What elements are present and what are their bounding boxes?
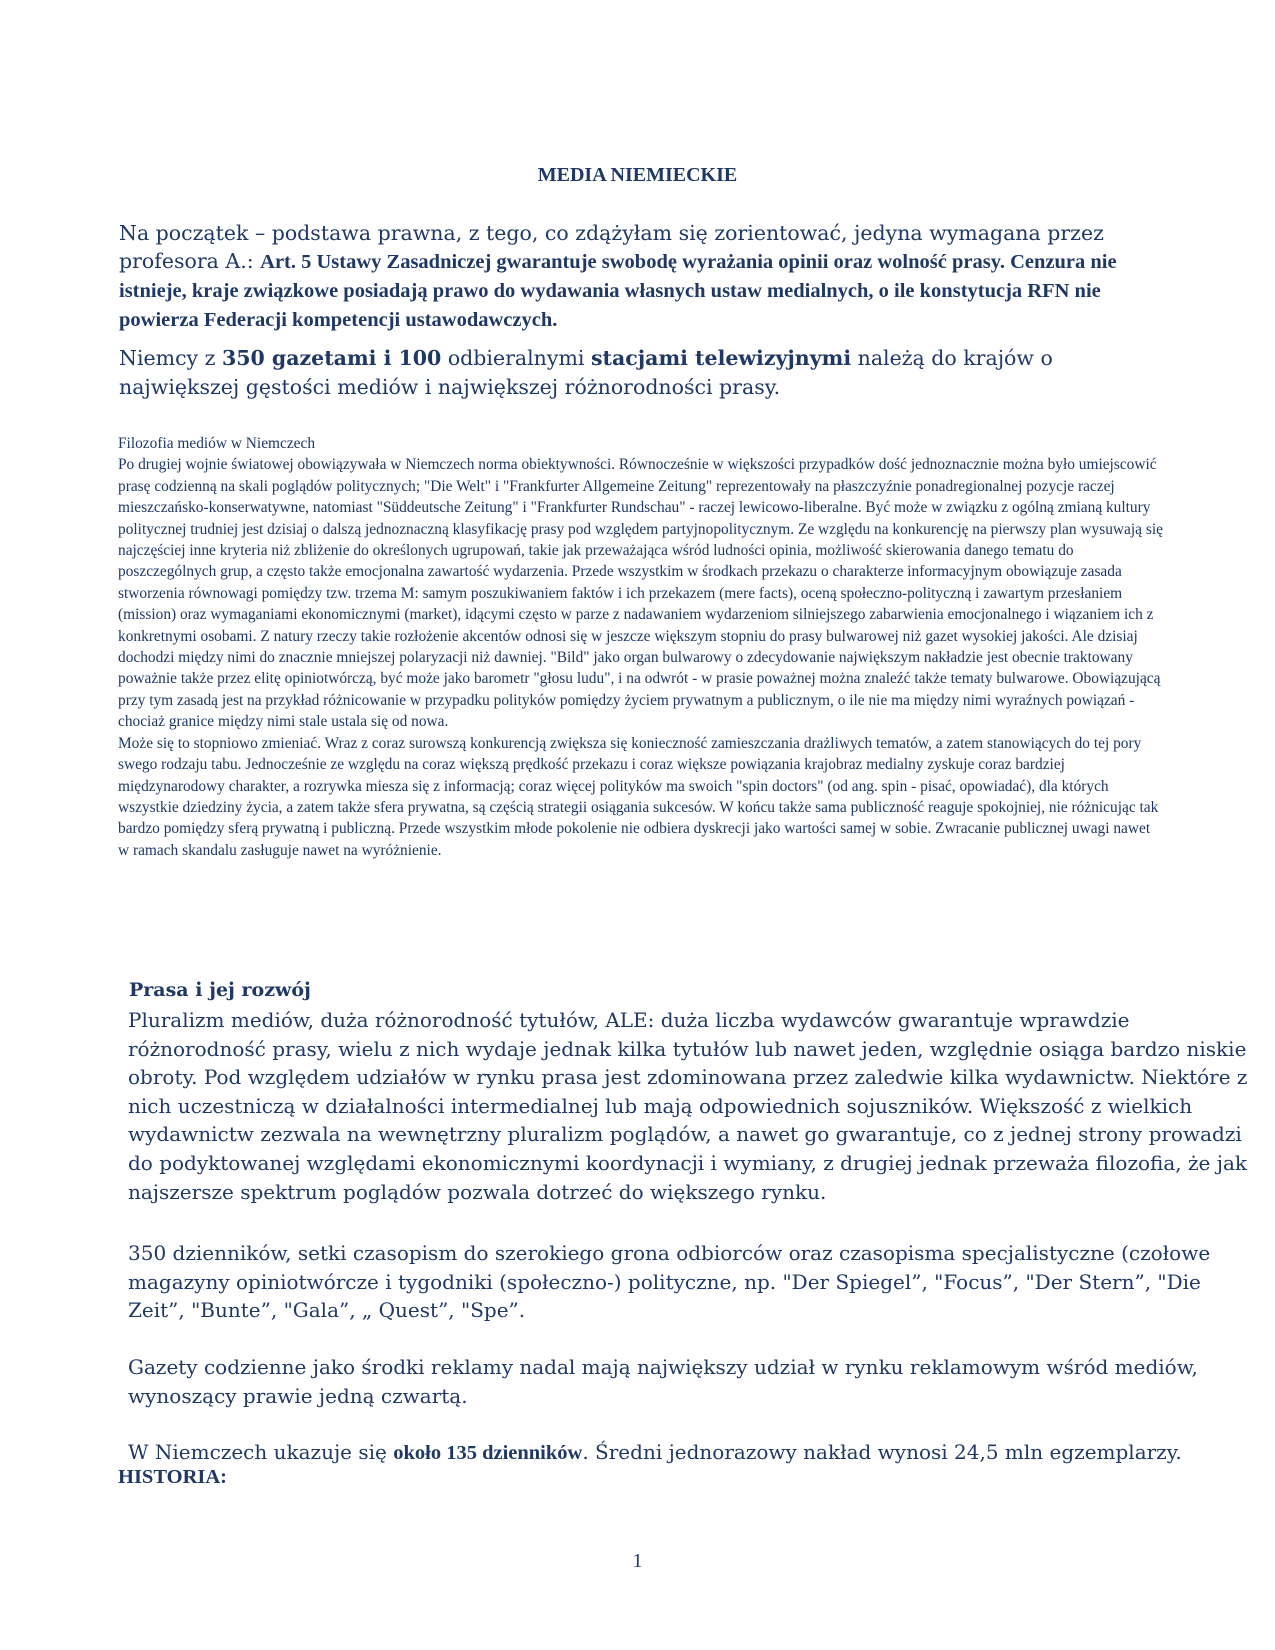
media-density-paragraph: [119, 344, 1109, 402]
philosophy-section: [118, 433, 1163, 861]
density-text-1: Niemcy z: [119, 346, 222, 370]
press-paragraph-2: 350 dzienników, setki czasopism do szerokiego grona odbiorców oraz czasopisma specjalistyczne (czołowe magazyny opiniotwórcze i tygodniki (społeczno-) polityczne, np. "Der Spiegel”, "Focus”, "Der Stern”, "Die Zeit”, "Bunte”, "Gala”, „ Quest”, "Spe”.: [128, 1241, 1211, 1323]
press-heading: Prasa i jej rozwój: [129, 979, 311, 1001]
legal-basis-bold: Art. 5 Ustawy Zasadniczej gwarantuje swobodę wyrażania opinii oraz wolność prasy. Cenzura nie istnieje, kraje związkowe posiadają prawo do wydawania własnych ustaw medialnych, o ile konstytucja RFN nie powierza Federacji kompetencji ustawodawczych.: [119, 251, 1117, 331]
press-paragraph-4: [128, 1438, 1248, 1467]
press-p4-text-1: W Niemczech ukazuje się: [128, 1440, 394, 1464]
legal-basis-lead: Na początek – podstawa prawna, z tego, co zdążyłam się zorientować, jedyna wymagana przez profesora A.:: [119, 221, 1104, 273]
philosophy-heading: Filozofia mediów w Niemczech: [118, 435, 316, 452]
philosophy-paragraph-2: Może się to stopniowo zmieniać. Wraz z coraz surowszą konkurencją zwiększa się konieczność zamieszczania drażliwych tematów, a zatem stanowiących do tej pory swego rodzaju tabu. Jednocześnie ze względu na coraz większą prędkość przekazu i coraz większe powiązania krajobraz medialny zyskuje coraz bardziej międzynarodowy charakter, a rozrywka miesza się z informacją; coraz więcej polityków ma swoich "spin doctors" (od ang. spin - pisać, opowiadać), dla których wszystkie dziedziny życia, a zatem także sfera prywatna, są częścią strategii osiągania sukcesów. W końcu także sama publiczność reaguje spokojniej, nie różnicując tak bardzo pomiędzy sferą prywatną i publiczną. Przede wszystkim młode pokolenie nie odbiera dyskrecji jako wartości samej w sobie. Zwracanie publicznej uwagi nawet w ramach skandalu zasługuje nawet na wyróżnienie.: [118, 734, 1159, 859]
document-title: MEDIA NIEMIECKIE: [537, 164, 738, 186]
density-text-2: odbieralnymi: [441, 346, 591, 370]
press-p4-text-2: . Średni jednorazowy nakład wynosi 24,5 mln egzemplarzy.: [582, 1440, 1182, 1464]
philosophy-paragraph-1: Po drugiej wojnie światowej obowiązywała w Niemczech norma obiektywności. Równocześnie w większości przypadków dość jednoznacznie można było umiejscowić prasę codzienną na skali poglądów politycznych; "Die Welt" i "Frankfurter Allgemeine Zeitung" reprezentowały na płaszczyźnie ponadregionalnej pozycje raczej mieszczańsko-konserwatywne, natomiast "Süddeutsche Zeitung" i "Frankfurter Rundschau" - raczej lewicowo-liberalne. Być może w związku z ogólną zmianą kultury politycznej trudniej jest dzisiaj o dalszą jednoznaczną klasyfikację prasy pod względem partyjnopolitycznym. Ze względu na konkurencję na pierwszy plan wysuwają się najczęściej inne kryteria niż zbliżenie do określonych ugrupowań, takie jak przeważająca wśród ludności opinia, możliwość skierowania danego tematu do poszczególnych grup, a często także emocjonalna zawartość wydarzenia. Przede wszystkim w środkach przekazu o charakterze informacyjnym obowiązuje zasada stworzenia równowagi pomiędzy tzw. trzema M: samym poszukiwaniem faktów i ich przekazem (mere facts), oceną społeczno-polityczną i zawartym przesłaniem (mission) oraz wymaganiami ekonomicznymi (market), idącymi często w parze z nadawaniem wydarzeniom silniejszego zabarwienia emocjonalnego i wiązaniem ich z konkretnymi osobami. Z natury rzeczy takie rozłożenie akcentów odnosi się w jeszcze większym stopniu do prasy bulwarowej niż gazet wysokiej jakości. Ale dzisiaj dochodzi między nimi do znacznie mniejszej polaryzacji niż dawniej. "Bild" jako organ bulwarowy o zdecydowanie największym nakładzie jest obecnie traktowany poważnie także przez elitę opiniotwórczą, być może jako barometr "głosu ludu", i na odwrót - w prasie poważnej można znaleźć także tematy bulwarowe. Obowiązującą przy tym zasadą jest na przykład różnicowanie w przypadku polityków pomiędzy życiem prywatnym a publicznym, o ile nie ma między nimi wyraźnych powiązań - chociaż granice między nimi stale ustala się od nowa.: [118, 456, 1163, 731]
press-paragraph-1: Pluralizm mediów, duża różnorodność tytułów, ALE: duża liczba wydawców gwarantuje wprawdzie różnorodność prasy, wielu z nich wydaje jednak kilka tytułów lub nawet jeden, względnie osiąga bardzo niskie obroty. Pod względem udziałów w rynku prasa jest zdominowana przez zaledwie kilka wydawnictw. Niektóre z nich uczestniczą w działalności intermedialnej lub mają odpowiednich sojuszników. Większość z wielkich wydawnictw zezwala na wewnętrzny pluralizm poglądów, a nawet go gwarantuje, co z jednej strony prowadzi do podyktowanej względami ekonomicznymi koordynacji i wymiany, z drugiej jednak przeważa filozofia, że jak najszersze spektrum poglądów pozwala dotrzeć do większego rynku.: [128, 1008, 1248, 1204]
legal-basis-paragraph: [119, 219, 1119, 334]
density-bold-2: stacjami telewizyjnymi: [590, 346, 852, 370]
density-bold-1: 350 gazetami i 100: [221, 346, 442, 370]
history-heading: HISTORIA:: [118, 1466, 227, 1488]
page-number: 1: [632, 1550, 643, 1572]
density-text-3: należą do krajów o największej gęstości mediów i największej różnorodności prasy.: [119, 346, 1053, 399]
press-p4-bold: około 135 dzienników: [393, 1442, 583, 1464]
press-paragraph-3: Gazety codzienne jako środki reklamy nadal mają największy udział w rynku reklamowym wśród mediów, wynoszący prawie jedną czwartą.: [128, 1355, 1198, 1408]
